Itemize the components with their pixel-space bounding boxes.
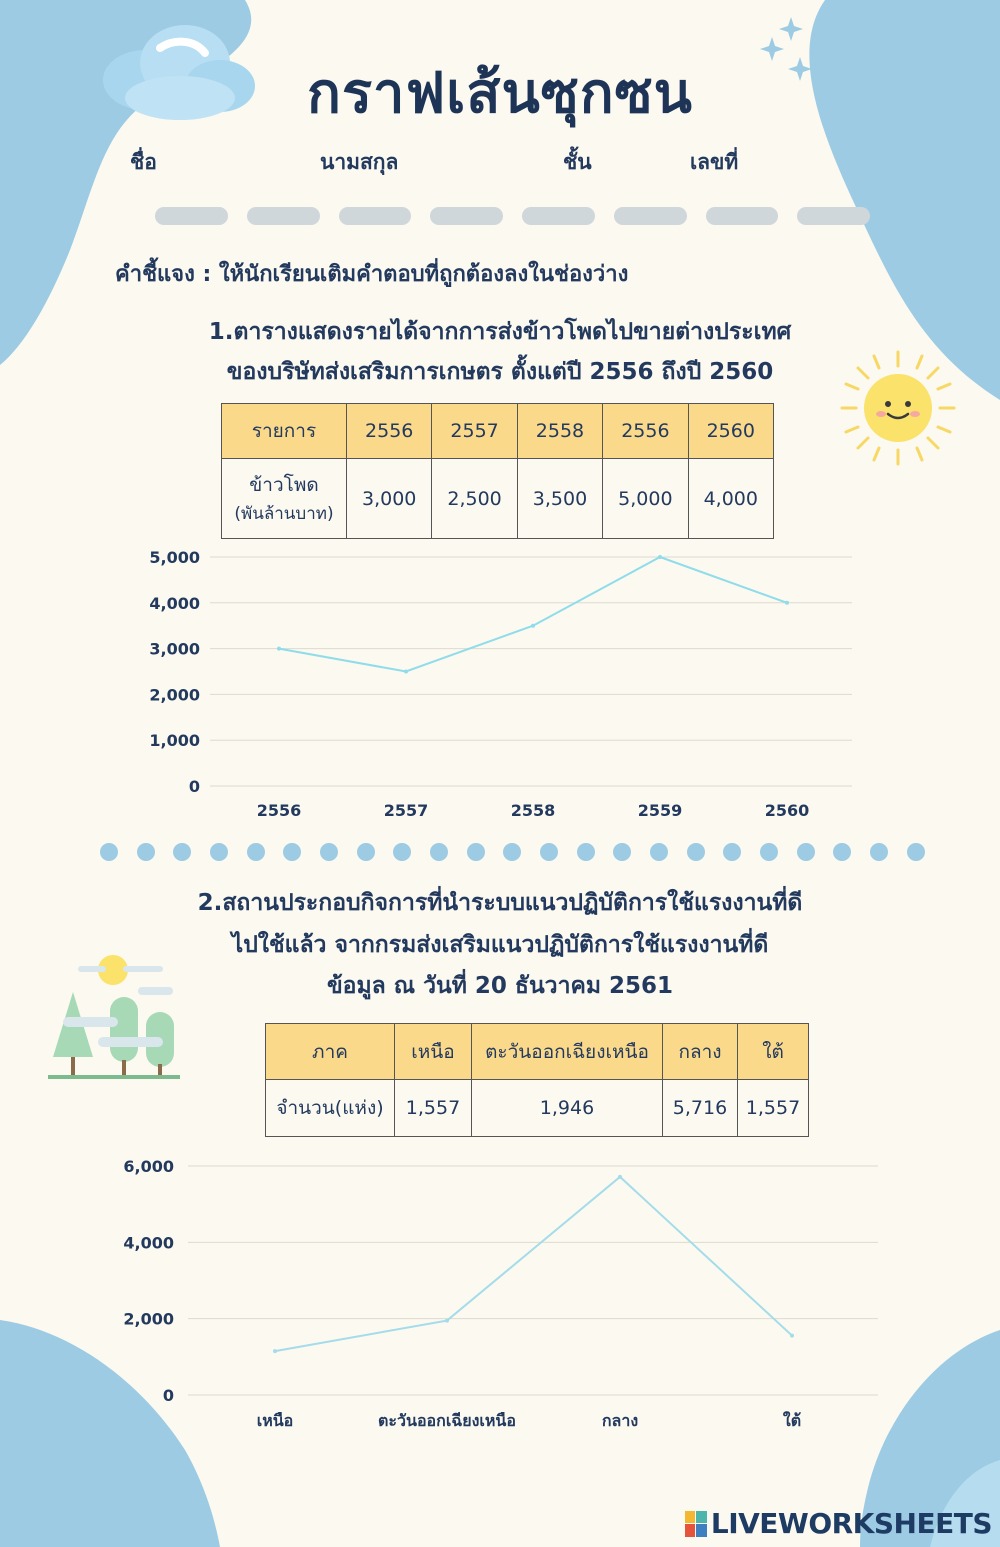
divider-dot	[687, 843, 705, 861]
divider-dot	[210, 843, 228, 861]
divider-dot	[283, 843, 301, 861]
y-tick-label: 0	[188, 777, 200, 796]
divider-dot	[247, 843, 265, 861]
data-point	[531, 624, 535, 628]
divider-dot	[430, 843, 448, 861]
data-point	[273, 1349, 277, 1353]
y-tick-label: 2,000	[149, 685, 200, 705]
data-point	[404, 670, 408, 674]
data-point	[658, 555, 662, 559]
liveworksheets-logo	[685, 1507, 992, 1540]
x-tick-label: 2560	[764, 801, 810, 820]
divider-dot	[467, 843, 485, 861]
table-cell: 1,557	[738, 1080, 809, 1137]
table-header-cell: รายการ	[222, 404, 347, 459]
section2-heading-line3: ข้อมูล ณ วันที่ 20 ธันวาคม 2561	[326, 973, 674, 999]
instruction-text: คำชี้แจง : ให้นักเรียนเติมคำตอบที่ถูกต้องลงในช่องว่าง	[115, 262, 629, 287]
divider-dot	[650, 843, 668, 861]
table-header-cell: 2557	[432, 404, 517, 459]
x-tick-label: 2559	[637, 801, 683, 820]
row-label-text: ข้าวโพด	[249, 474, 319, 496]
x-tick-label: 2558	[510, 801, 556, 820]
divider-dot	[833, 843, 851, 861]
data-point	[618, 1175, 622, 1179]
table-cell: 5,000	[603, 459, 688, 539]
divider-dot	[357, 843, 375, 861]
name-label: ชื่อ	[130, 150, 157, 174]
divider-dot	[760, 843, 778, 861]
table-row-label	[222, 459, 347, 539]
section2-heading-line1: 2.สถานประกอบกิจการที่นำระบบแนวปฏิบัติการใช้แรงงานที่ดี	[197, 890, 803, 916]
table-cell: 1,946	[472, 1080, 663, 1137]
y-tick-label: 4,000	[123, 1233, 174, 1253]
corn-income-table	[221, 403, 774, 539]
y-tick-label: 3,000	[149, 639, 200, 659]
table-header-cell: เหนือ	[395, 1024, 472, 1080]
class-label: ชั้น	[563, 150, 592, 174]
data-point	[445, 1319, 449, 1323]
y-tick-label: 0	[162, 1386, 174, 1405]
table-cell: 3,500	[517, 459, 602, 539]
x-tick-label: 2556	[256, 801, 302, 820]
divider-dot	[320, 843, 338, 861]
table-header-cell: 2560	[688, 404, 773, 459]
divider-dot	[137, 843, 155, 861]
table-row-label: จำนวน(แห่ง)	[266, 1080, 395, 1137]
divider-dot	[393, 843, 411, 861]
table-cell: 3,000	[347, 459, 432, 539]
divider-dot	[797, 843, 815, 861]
number-label: เลขที่	[690, 150, 739, 174]
divider-dot	[613, 843, 631, 861]
divider-dot	[540, 843, 558, 861]
table-cell: 1,557	[395, 1080, 472, 1137]
x-tick-label: ตะวันออกเฉียงเหนือ	[378, 1411, 516, 1430]
series-line	[279, 557, 787, 672]
table-header-cell: กลาง	[663, 1024, 738, 1080]
x-tick-label: ใต้	[782, 1411, 802, 1430]
table-header-cell: 2558	[517, 404, 602, 459]
divider-dot	[577, 843, 595, 861]
table-cell: 4,000	[688, 459, 773, 539]
table-header-cell: ตะวันออกเฉียงเหนือ	[472, 1024, 663, 1080]
y-tick-label: 4,000	[149, 593, 200, 613]
surname-label: นามสกุล	[320, 150, 399, 174]
table-header-cell: ใต้	[738, 1024, 809, 1080]
row-unit-text: (พันล้านบาท)	[234, 504, 334, 524]
y-tick-label: 6,000	[123, 1157, 174, 1176]
divider-dot	[173, 843, 191, 861]
labor-practice-table	[265, 1023, 809, 1137]
dotted-divider	[100, 843, 925, 863]
table-header-cell: 2556	[603, 404, 688, 459]
table-cell: 5,716	[663, 1080, 738, 1137]
table-cell: 2,500	[432, 459, 517, 539]
divider-dot	[870, 843, 888, 861]
logo-text: LIVEWORKSHEETS	[710, 1507, 992, 1540]
y-tick-label: 2,000	[123, 1309, 174, 1329]
logo-mark-icon	[685, 1511, 707, 1537]
divider-dot	[907, 843, 925, 861]
labor-practice-line-chart	[0, 1150, 1000, 1440]
table-header-cell: 2556	[347, 404, 432, 459]
section2-heading-line2: ไปใช้แล้ว จากกรมส่งเสริมแนวปฏิบัติการใช้แรงงานที่ดี	[231, 932, 769, 958]
y-tick-label: 1,000	[149, 731, 200, 751]
divider-dot	[723, 843, 741, 861]
series-line	[275, 1177, 792, 1351]
data-point	[277, 647, 281, 651]
x-tick-label: เหนือ	[256, 1411, 294, 1430]
x-tick-label: กลาง	[601, 1411, 639, 1430]
section1-heading-line1: 1.ตารางแสดงรายได้จากการส่งข้าวโพดไปขายต่างประเทศ	[208, 319, 792, 345]
x-tick-label: 2557	[383, 801, 429, 820]
table-header-cell: ภาค	[266, 1024, 395, 1080]
dashed-divider	[155, 207, 870, 225]
divider-dot	[503, 843, 521, 861]
data-point	[790, 1334, 794, 1338]
data-point	[785, 601, 789, 605]
section1-heading-line2: ของบริษัทส่งเสริมการเกษตร ตั้งแต่ปี 2556 ถึงปี 2560	[226, 359, 774, 385]
y-tick-label: 5,000	[149, 548, 200, 567]
page-title: กราฟเส้นซุกซน	[307, 61, 693, 126]
divider-dot	[100, 843, 118, 861]
corn-income-line-chart	[0, 540, 1000, 830]
